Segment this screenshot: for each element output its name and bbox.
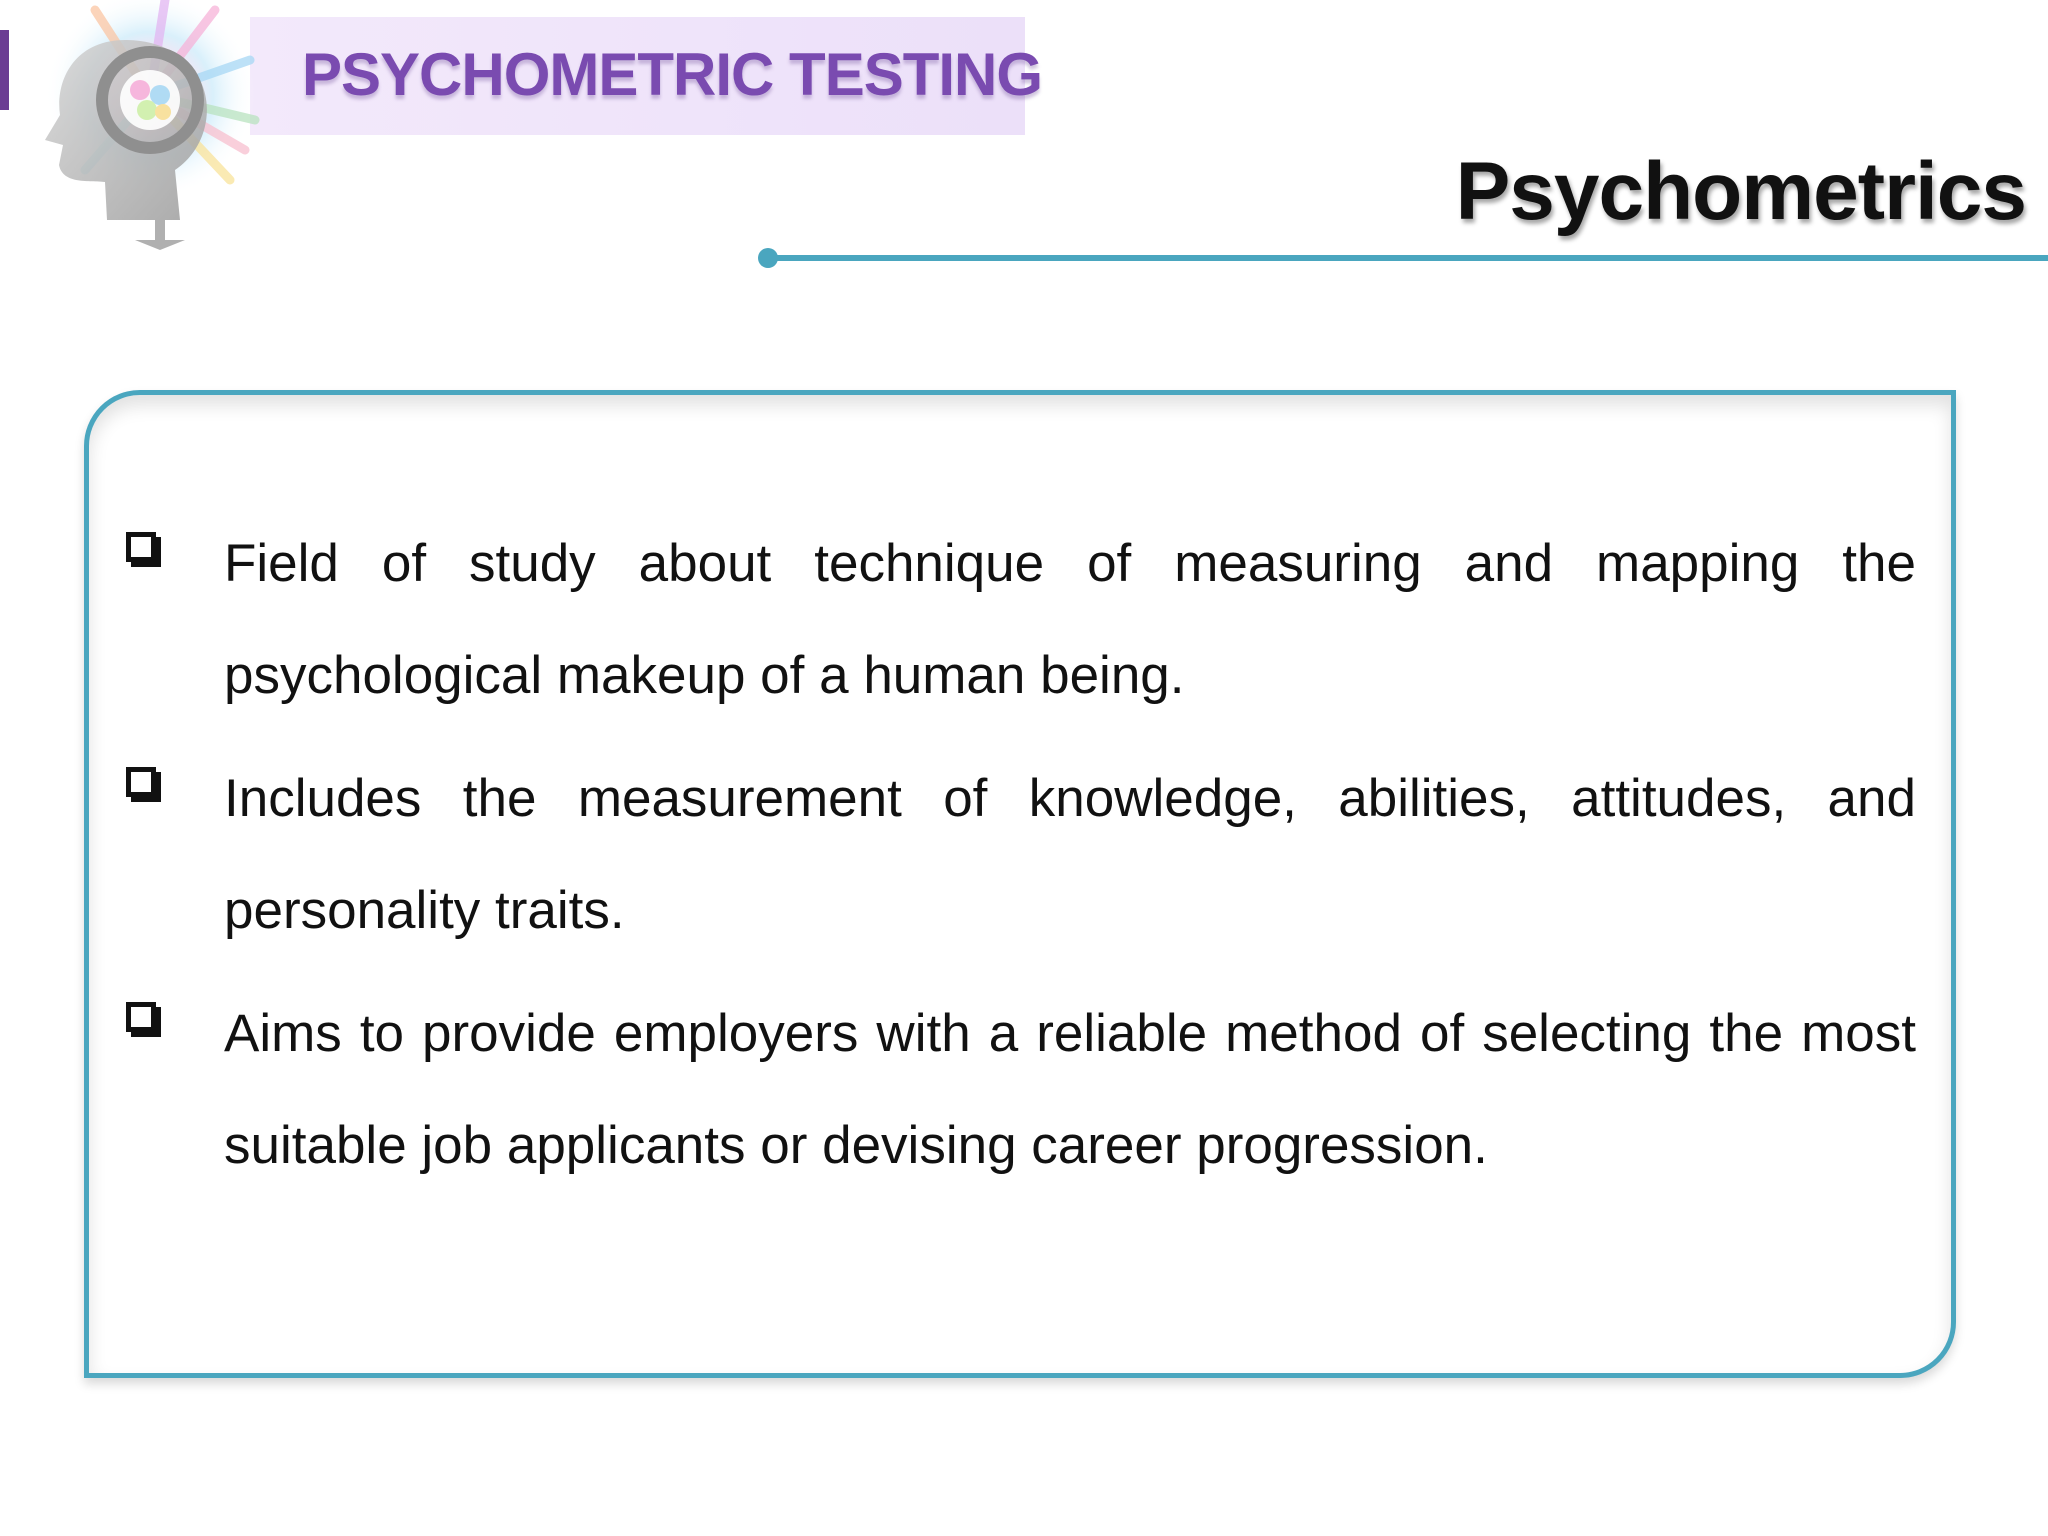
list-item [118, 743, 1916, 967]
page-title: Psychometrics [1455, 146, 2026, 237]
title-underline [768, 255, 2048, 261]
list-item [118, 508, 1916, 732]
banner-title: PSYCHOMETRIC TESTING [302, 41, 1043, 108]
bullet-text: Aims to provide employers with a reliable method of selecting the most suitable job applicants or devising career progression. [224, 1004, 1916, 1175]
head-with-rainbow-brain-icon [15, 0, 270, 250]
list-item [118, 978, 1916, 1202]
checkbox-bullet-icon [126, 1002, 156, 1032]
checkbox-bullet-icon [126, 767, 156, 797]
checkbox-bullet-icon [126, 532, 156, 562]
header-accent-bar [0, 30, 9, 110]
bullet-text: Includes the measurement of knowledge, abilities, attitudes, and personality traits. [224, 769, 1916, 940]
bullet-list [118, 530, 1916, 1235]
bullet-text: Field of study about technique of measuring and mapping the psychological makeup of a human being. [224, 534, 1916, 705]
